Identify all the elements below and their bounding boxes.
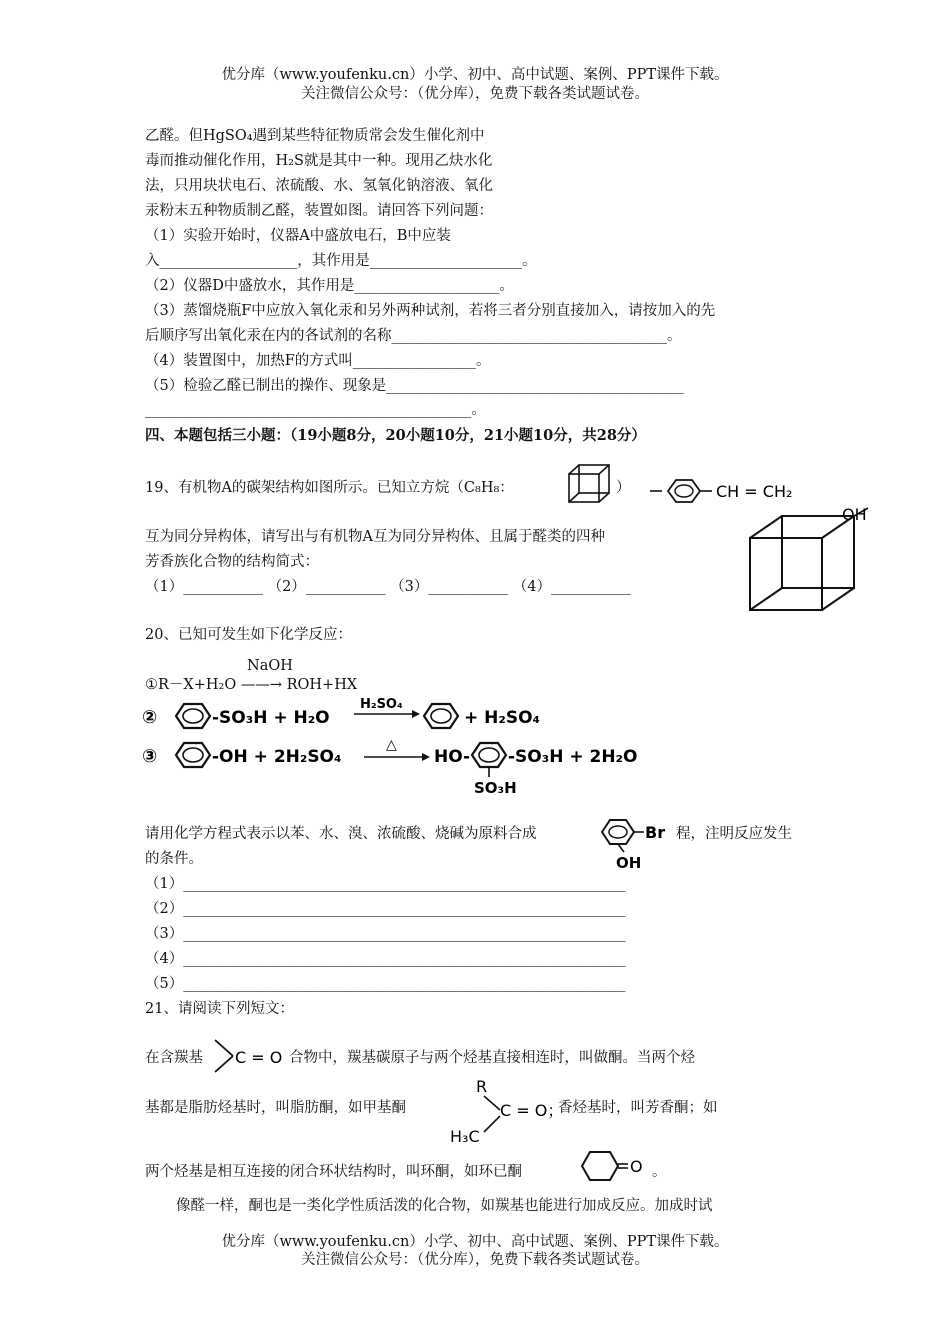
- q18-text-4: 汞粉末五种物质制乙醛，装置如图。请回答下列问题：: [145, 203, 493, 219]
- reaction3-ho: HO-: [434, 747, 471, 767]
- q20-text-3: 的条件。: [145, 851, 203, 867]
- q18-part1-blank: 入___________________，其作用是_____________________。: [145, 253, 537, 269]
- q18-part3: （3）蒸馏烧瓶F中应放入氧化汞和另外两种试剂，若将三者分别直接加入，请按加入的先: [145, 303, 716, 319]
- methyl-ketone-structure: [446, 1076, 564, 1146]
- oh-group-label: OH: [842, 505, 867, 524]
- q18-text-1: 乙醛。但HgSO₄遇到某些特征物质常会发生催化剂中: [145, 128, 485, 144]
- q21-text-5: 像醛一样，酮也是一类化学性质活泼的化合物，如羰基也能进行加成反应。加成时试: [176, 1198, 713, 1214]
- q21-text-4b: 。: [652, 1164, 667, 1180]
- reaction2: [142, 696, 562, 736]
- q20-answer-4: （4）_____________________________________________________________: [145, 951, 626, 967]
- q18-part1: （1）实验开始时，仪器A中盛放电石，B中应装: [145, 228, 451, 244]
- q20-answer-5: （5）_____________________________________________________________: [145, 976, 626, 992]
- target-oh-label: OH: [616, 854, 642, 872]
- bromophenol-target-structure: [594, 814, 680, 870]
- carbonyl-label: C = O: [235, 1048, 283, 1067]
- section4-title: 四、本题包括三小题：（19小题8分，20小题10分，21小题10分，共28分）: [145, 427, 646, 444]
- cyclohexanone-structure: [578, 1148, 658, 1184]
- reaction3-left: -OH + 2H₂SO₄: [212, 747, 342, 767]
- page-header-line2: 关注微信公众号：（优分库），免费下载各类试题试卷。: [301, 86, 649, 102]
- q21-text-2a: 在含羰基: [145, 1050, 203, 1066]
- reaction2-number: ②: [142, 707, 158, 728]
- ketone-r-label: R: [476, 1077, 488, 1096]
- cyclohexanone-o-label: O: [630, 1157, 643, 1176]
- q21-text-2b: 合物中，羰基碳原子与两个烃基直接相连时，叫做酮。当两个烃: [289, 1050, 695, 1066]
- benzene-ring-icon: [472, 743, 506, 767]
- reaction2-left: -SO₃H + H₂O: [212, 708, 330, 728]
- q18-part5: （5）检验乙醛已制出的操作、现象是_________________________________________: [145, 378, 684, 394]
- q20-answer-3: （3）_____________________________________________________________: [145, 926, 626, 942]
- q20-text-1: 20、已知可发生如下化学反应：: [145, 627, 352, 643]
- q21-text-1: 21、请阅读下列短文：: [145, 1001, 294, 1017]
- reaction2-right: + H₂SO₄: [464, 708, 540, 728]
- styrene-structure: [648, 474, 808, 508]
- reaction3-right: -SO₃H + 2H₂O: [508, 747, 638, 767]
- q18-part2: （2）仪器D中盛放水，其作用是____________________。: [145, 278, 514, 294]
- reaction3: [142, 736, 662, 798]
- q20-text-2b: 程，注明反应发生: [676, 826, 792, 842]
- reaction1-condition: NaOH: [247, 658, 293, 674]
- styrene-label: CH = CH₂: [716, 482, 793, 501]
- compound-a-cube-structure: [746, 506, 876, 616]
- q20-text-2a: 请用化学方程式表示以苯、水、溴、浓硫酸、烧碱为原料合成: [145, 826, 537, 842]
- q18-part4: （4）装置图中，加热F的方式叫_________________。: [145, 353, 491, 369]
- page-footer-line2: 关注微信公众号：（优分库），免费下载各类试题试卷。: [301, 1252, 649, 1268]
- target-br-label: Br: [645, 823, 666, 842]
- page-header-line1: 优分库（www.youfenku.cn）小学、初中、高中试题、案例、PPT课件下载。: [221, 67, 729, 83]
- reaction3-condition: △: [386, 737, 397, 753]
- benzene-ring-icon: [176, 743, 210, 767]
- q19-text-1: 19、有机物A的碳架结构如图所示。已知立方烷（C₈H₈：: [145, 480, 514, 496]
- carbonyl-group-structure: [211, 1036, 291, 1076]
- benzene-ring-icon: [176, 704, 210, 728]
- ketone-co-label: C = O；: [500, 1101, 564, 1120]
- q18-part3-blank: 后顺序写出氧化汞在内的各试剂的名称______________________________________。: [145, 328, 682, 344]
- q18-part5-blank: _____________________________________________。: [145, 402, 486, 418]
- q21-text-3b: 香烃基时，叫芳香酮；如: [558, 1100, 718, 1116]
- reaction1: ①R－X+H₂O ——→ ROH+HX: [145, 677, 358, 693]
- q21-text-3a: 基都是脂肪烃基时，叫脂肪酮，如甲基酮: [145, 1100, 406, 1116]
- q19-text-2: 互为同分异构体，请写出与有机物A互为同分异构体、且属于醛类的四种: [145, 529, 605, 545]
- page-footer-line1: 优分库（www.youfenku.cn）小学、初中、高中试题、案例、PPT课件下载。: [221, 1234, 729, 1250]
- q18-text-3: 法，只用块状电石、浓硫酸、水、氢氧化钠溶液、氧化: [145, 178, 493, 194]
- q19-answer-blanks: （1）___________ （2）___________ （3）___________ （4）___________: [145, 579, 631, 595]
- q20-answer-2: （2）_____________________________________________________________: [145, 901, 626, 917]
- reaction2-condition: H₂SO₄: [360, 697, 403, 712]
- ketone-h3c-label: H₃C: [450, 1127, 480, 1146]
- q18-text-2: 毒而推动催化作用，H₂S就是其中一种。现用乙炔水化: [145, 153, 493, 169]
- q19-paren-close: ）: [616, 480, 631, 496]
- reaction3-sulfonic-group: SO₃H: [474, 779, 517, 797]
- q20-answer-1: （1）_____________________________________________________________: [145, 876, 626, 892]
- benzene-ring-icon: [424, 704, 458, 728]
- q19-text-3: 芳香族化合物的结构简式：: [145, 554, 319, 570]
- cubane-structure: [566, 462, 614, 506]
- q21-text-4a: 两个烃基是相互连接的闭合环状结构时，叫环酮，如环已酮: [145, 1164, 522, 1180]
- reaction3-number: ③: [142, 746, 158, 767]
